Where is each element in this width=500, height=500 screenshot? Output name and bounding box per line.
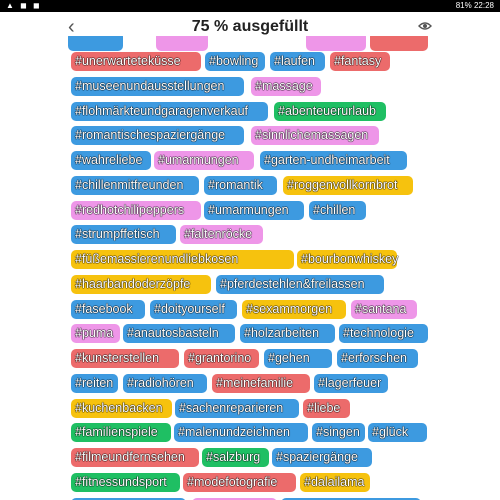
hashtag-chip[interactable]: #lagerfeuer (314, 374, 388, 393)
hashtag-chip[interactable]: #holzarbeiten (240, 324, 335, 343)
status-bar (0, 0, 500, 12)
chevron-left-icon[interactable]: ‹ (68, 16, 75, 38)
hashtag-chip[interactable]: #erforschen (337, 349, 418, 368)
hashtag-chip[interactable]: #spaziergänge (272, 448, 372, 467)
hashtag-chip[interactable]: #sexammorgen (242, 300, 346, 319)
hashtag-chip[interactable]: #chillen (309, 201, 366, 220)
hashtag-chip[interactable]: #grantorino (184, 349, 259, 368)
hashtag-chip[interactable]: #flohmärkteundgaragenverkauf (71, 102, 268, 121)
hashtag-chip[interactable]: #romantischespaziergänge (71, 126, 244, 145)
hashtag-chip[interactable]: #umarmungen (204, 201, 304, 220)
hashtag-chip[interactable]: #museenundausstellungen (71, 77, 244, 96)
hashtag-chip[interactable]: #liebe (303, 399, 350, 418)
hashtag-chip[interactable]: #malenundzeichnen (174, 423, 308, 442)
hashtag-chip[interactable]: #gehen (264, 349, 332, 368)
hashtag-chip[interactable] (156, 36, 208, 51)
hashtag-chip[interactable]: #redhotchilipeppers (71, 201, 201, 220)
notification-icons: ▲ ◼ ◼ (6, 1, 42, 10)
hashtag-chip[interactable] (306, 36, 366, 51)
hashtag-chip[interactable]: #laufen (270, 52, 325, 71)
hashtag-chip[interactable]: #modefotografie (183, 473, 296, 492)
eye-icon[interactable] (418, 21, 432, 31)
hashtag-chip[interactable]: #fantasy (330, 52, 390, 71)
hashtag-chip[interactable]: #faltenröcke (180, 225, 263, 244)
clock: 22:28 (473, 1, 494, 10)
hashtag-chip[interactable]: #radiohören (123, 374, 207, 393)
hashtag-chip[interactable]: #doityourself (150, 300, 237, 319)
hashtag-chip[interactable]: #strumpffetisch (71, 225, 176, 244)
hashtag-chip[interactable]: #fasebook (71, 300, 145, 319)
hashtag-chip[interactable]: #technologie (339, 324, 428, 343)
hashtag-chip[interactable]: #santana (351, 300, 417, 319)
hashtag-chip[interactable]: #bowling (205, 52, 265, 71)
hashtag-chip[interactable]: #garten-undheimarbeit (260, 151, 407, 170)
battery-level: 81% (455, 1, 472, 10)
hashtag-chip[interactable]: #reiten (71, 374, 118, 393)
tag-list (68, 36, 430, 500)
hashtag-chip[interactable] (370, 36, 428, 51)
hashtag-chip[interactable] (68, 36, 123, 51)
hashtag-chip[interactable]: #chillenmitfreunden (71, 176, 199, 195)
hashtag-chip[interactable]: #umarmungen (154, 151, 254, 170)
hashtag-chip[interactable]: #abenteuerurlaub (274, 102, 386, 121)
hashtag-chip[interactable]: #unerwarteteküsse (71, 52, 201, 71)
hashtag-chip[interactable]: #roggenvollkornbrot (283, 176, 413, 195)
hashtag-chip[interactable]: #romantik (204, 176, 277, 195)
hashtag-chip[interactable]: #familienspiele (71, 423, 171, 442)
status-right (456, 1, 494, 10)
hashtag-chip[interactable]: #sinnlichemassagen (251, 126, 379, 145)
hashtag-chip[interactable]: #anautosbasteln (123, 324, 235, 343)
hashtag-chip[interactable]: #glück (368, 423, 427, 442)
hashtag-chip[interactable]: #dalailama (300, 473, 370, 492)
hashtag-chip[interactable]: #singen (312, 423, 365, 442)
hashtag-chip[interactable]: #füßemassierenundliebkosen (71, 250, 294, 269)
hashtag-chip[interactable]: #haarbandoderzöpfe (71, 275, 211, 294)
hashtag-chip[interactable]: #sachenreparieren (175, 399, 299, 418)
hashtag-chip[interactable]: #meinefamilie (212, 374, 310, 393)
hashtag-chip[interactable]: #massage (251, 77, 321, 96)
hashtag-chip[interactable]: #filmeundfernsehen (71, 448, 199, 467)
hashtag-chip[interactable]: #pferdestehlen&freilassen (216, 275, 384, 294)
hashtag-chip[interactable]: #fitnessundsport (71, 473, 180, 492)
hashtag-chip[interactable]: #salzburg (202, 448, 269, 467)
hashtag-chip[interactable]: #puma (71, 324, 120, 343)
hashtag-chip[interactable]: #kuchenbacken (71, 399, 172, 418)
page-title: 75 % ausgefüllt (191, 18, 309, 35)
hashtag-chip[interactable]: #bourbonwhiskey (297, 250, 397, 269)
hashtag-chip[interactable]: #wahreliebe (71, 151, 151, 170)
hashtag-chip[interactable]: #kunsterstellen (71, 349, 179, 368)
